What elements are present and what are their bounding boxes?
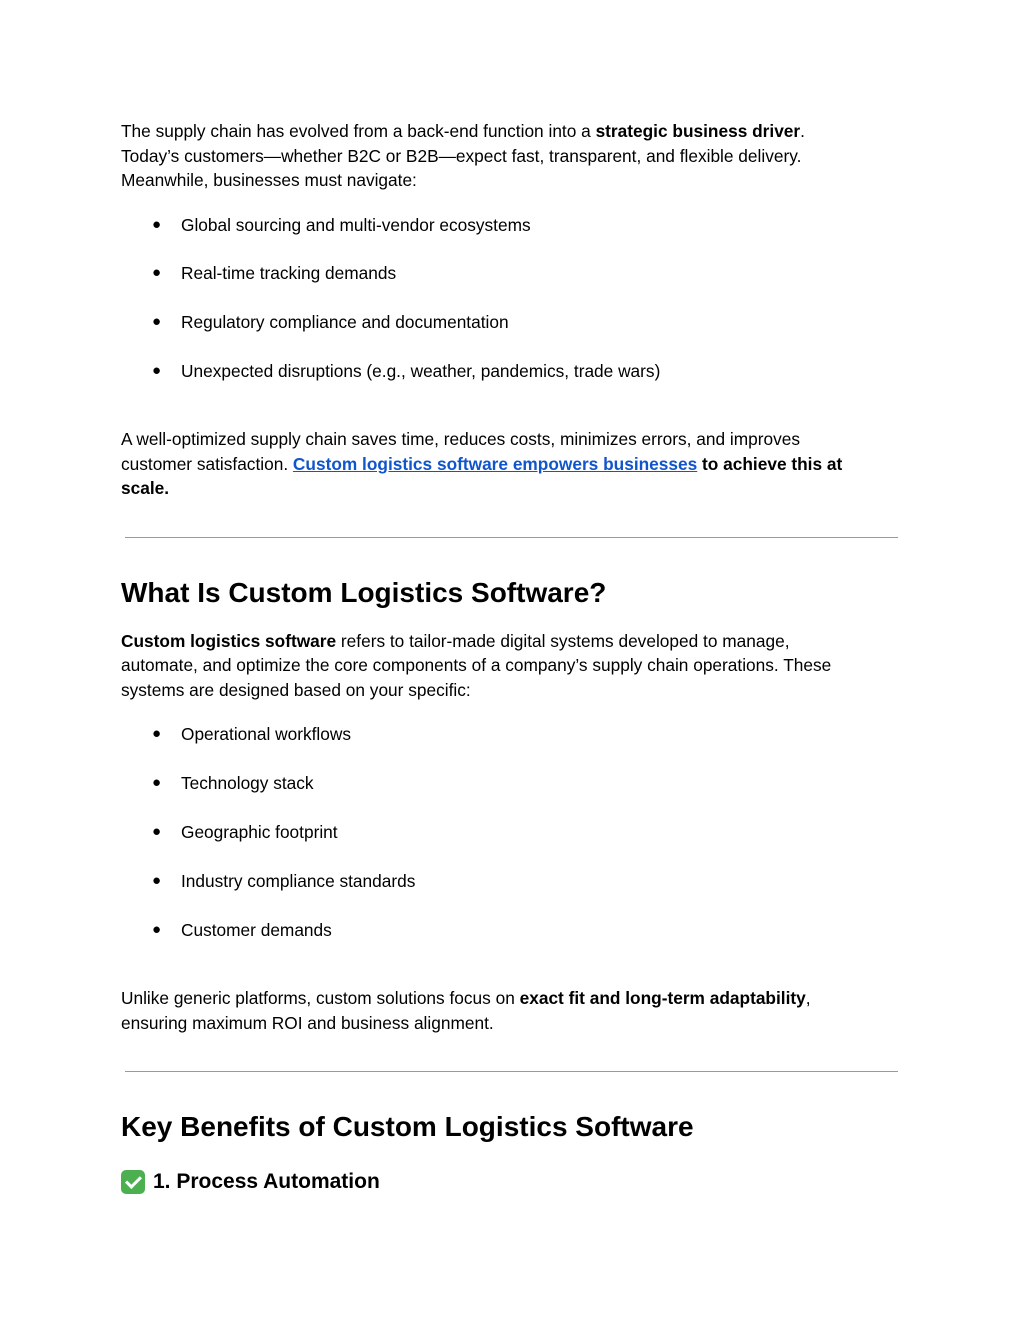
bullet-icon: ● [152,215,162,233]
bold-text: to achieve this at [697,453,843,474]
intro-paragraph [121,119,901,193]
list-item-text: Operational workflows [181,724,352,745]
list-item [121,261,901,286]
intro-bullet-list [121,213,901,384]
list-item-text: Technology stack [181,773,314,794]
text-span: Meanwhile, businesses must navigate: [121,170,417,190]
text-span: customer satisfaction. [121,453,293,474]
list-item-text: Real-time tracking demands [181,263,397,284]
subheading-process-automation [121,1168,901,1196]
bullet-icon: ● [152,313,162,331]
list-item [121,771,901,796]
custom-logistics-link[interactable]: Custom logistics software empowers businesses [292,453,698,474]
intro-summary-paragraph [121,427,901,501]
bullet-icon: ● [152,822,162,840]
list-item [121,359,901,384]
horizontal-divider [125,537,898,538]
text-span: automate, and optimize the core components of a company’s supply chain operations. These [121,655,832,676]
check-mark-icon [121,1170,145,1194]
document-page [121,119,901,1196]
specifics-bullet-list [121,722,901,942]
list-item [121,722,901,747]
bullet-icon: ● [152,774,162,792]
text-span: refers to tailor-made digital systems developed to manage, [336,630,790,651]
list-item-text: Industry compliance standards [181,870,416,891]
comparison-paragraph [121,986,901,1035]
text-span: ensuring maximum ROI and business alignment. [121,1012,494,1033]
list-item-text: Regulatory compliance and documentation [181,312,509,333]
list-item-text: Geographic footprint [181,821,338,842]
bullet-icon: ● [152,871,162,889]
bullet-icon: ● [152,264,162,282]
list-item [121,310,901,335]
section-heading-key-benefits: Key Benefits of Custom Logistics Software [121,1111,694,1143]
horizontal-divider [125,1071,898,1072]
text-span: A well-optimized supply chain saves time, reduces costs, minimizes errors, and improves [121,429,801,450]
text-span: The supply chain has evolved from a back-end function into a [121,121,596,141]
bold-text: Custom logistics software [121,630,337,651]
text-span: , [805,988,811,1009]
bullet-icon: ● [152,725,162,743]
list-item-text: Unexpected disruptions (e.g., weather, pandemics, trade wars) [181,360,661,381]
list-item [121,213,901,238]
list-item [121,820,901,845]
list-item [121,869,901,894]
subheading-text: 1. Process Automation [153,1170,380,1194]
bullet-icon: ● [152,920,162,938]
bold-text: exact fit and long-term adaptability [519,988,806,1009]
text-span: . [800,121,805,141]
text-span: systems are designed based on your specific: [121,679,471,700]
section-heading-what-is: What Is Custom Logistics Software? [121,576,607,608]
definition-paragraph [121,629,901,703]
text-span: Unlike generic platforms, custom solutions focus on [121,988,520,1009]
bold-text: strategic business driver [595,121,801,141]
list-item-text: Global sourcing and multi-vendor ecosystems [181,214,531,235]
bullet-icon: ● [152,361,162,379]
list-item [121,918,901,943]
list-item-text: Customer demands [181,919,332,940]
bold-text: scale. [121,478,170,499]
text-span: Today’s customers—whether B2C or B2B—expect fast, transparent, and flexible delivery. [121,145,802,166]
